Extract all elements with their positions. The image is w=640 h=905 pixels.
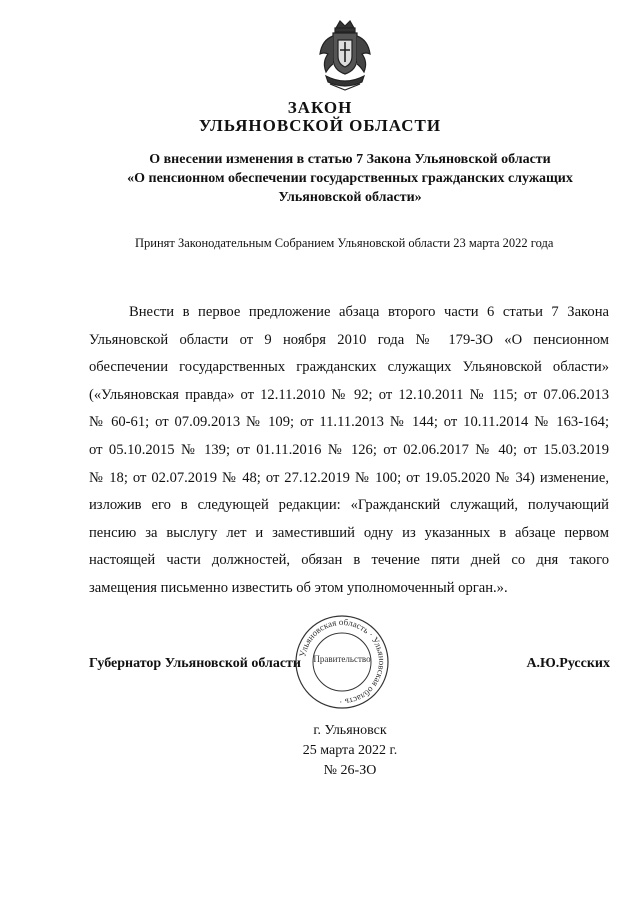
document-type-heading: ЗАКОН bbox=[287, 98, 353, 117]
body-line: замещения письменно известить об этом уполномоченный орган.». bbox=[89, 579, 508, 596]
body-line: Внести в первое предложение абзаца второго части 6 статьи 7 Закона bbox=[129, 304, 609, 320]
body-line: от 05.10.2015 № 139; от 01.11.2016 № 126; от 02.06.2017 № 40; от 15.03.2019 bbox=[89, 441, 609, 458]
issue-details bbox=[270, 721, 430, 781]
law-number: № 26-ЗО bbox=[323, 763, 377, 778]
issue-city: г. Ульяновск bbox=[313, 723, 387, 738]
subject-line: О внесении изменения в статью 7 Закона Ульяновской области bbox=[149, 152, 551, 167]
svg-text:Ульяновская область · Ульяновс: Ульяновская область · Ульяновская область · bbox=[297, 616, 388, 708]
signatory-position: Губернатор Ульяновской области bbox=[89, 656, 301, 671]
adoption-note: Принят Законодательным Собранием Ульяновской области 23 марта 2022 года bbox=[135, 236, 554, 250]
official-seal-stamp bbox=[292, 612, 392, 712]
body-line: («Ульяновская правда» от 12.11.2010 № 92; от 12.10.2011 № 115; от 07.06.2013 bbox=[89, 386, 609, 403]
signatory-name: А.Ю.Русских bbox=[526, 656, 610, 671]
region-heading: УЛЬЯНОВСКОЙ ОБЛАСТИ bbox=[198, 116, 442, 135]
body-line: пенсию за выслугу лет и заместивший одну из указанных в абзаце первом bbox=[89, 524, 609, 541]
coat-of-arms-emblem bbox=[316, 18, 374, 92]
law-subject-title bbox=[60, 150, 640, 207]
body-line: изложив его в следующей редакции: «Гражданский служащий, получающий bbox=[89, 497, 609, 514]
body-line: Ульяновской области от 9 ноября 2010 года № 179-ЗО «О пенсионном bbox=[89, 331, 609, 348]
issue-date: 25 марта 2022 г. bbox=[302, 743, 398, 758]
subject-line: Ульяновской области» bbox=[278, 190, 422, 205]
body-line: настоящей части должностей, обязан в течение пяти дней со дня такого bbox=[89, 552, 609, 569]
body-line: обеспечении государственных гражданских служащих Ульяновской области» bbox=[89, 359, 609, 376]
subject-line: «О пенсионном обеспечении государственных гражданских служащих bbox=[127, 171, 573, 186]
body-line: № 60-61; от 07.09.2013 № 109; от 11.11.2013 № 144; от 10.11.2014 № 163-164; bbox=[89, 414, 609, 431]
law-body-paragraph bbox=[89, 299, 609, 603]
body-line: № 18; от 02.07.2019 № 48; от 27.12.2019 № 100; от 19.05.2020 № 34) изменение, bbox=[89, 469, 609, 486]
svg-text:Правительство: Правительство bbox=[313, 654, 371, 664]
